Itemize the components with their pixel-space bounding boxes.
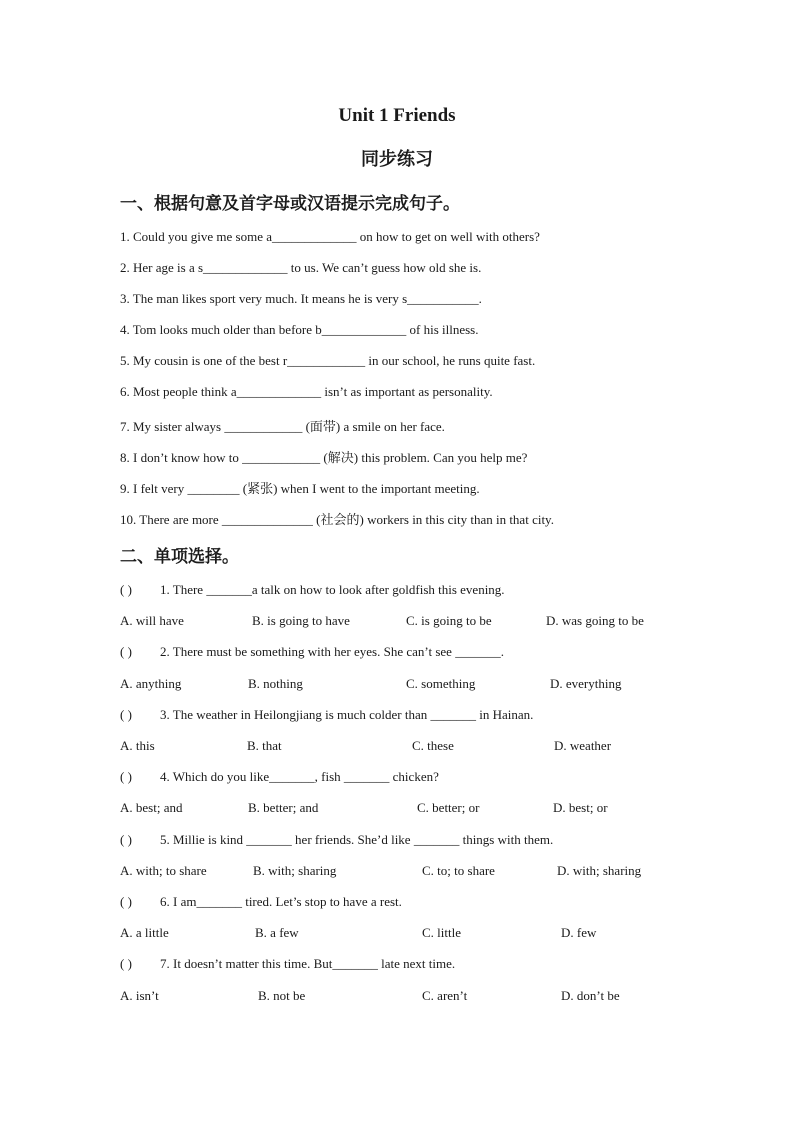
- option-a: A. a little: [120, 925, 169, 940]
- option-c: C. little: [422, 925, 461, 940]
- option-a: A. best; and: [120, 800, 183, 815]
- section-heading-fill-blanks: 一、根据句意及首字母或汉语提示完成句子。: [120, 194, 460, 214]
- question-text: 2. There must be something with her eyes. She can’t see _______.: [160, 644, 504, 659]
- fill-blank-item: 1. Could you give me some a_____________ on how to get on well with others?: [120, 229, 540, 244]
- option-b: B. better; and: [248, 800, 319, 815]
- option-b: B. nothing: [248, 676, 303, 691]
- fill-blank-item: 7. My sister always ____________ (面带) a smile on her face.: [120, 419, 445, 434]
- option-a: A. isn’t: [120, 988, 159, 1003]
- option-a: A. this: [120, 738, 155, 753]
- page-subtitle: 同步练习: [361, 149, 433, 170]
- fill-blank-item: 9. I felt very ________ (紧张) when I went to the important meeting.: [120, 481, 480, 496]
- fill-blank-item: 8. I don’t know how to ____________ (解决) this problem. Can you help me?: [120, 450, 528, 465]
- option-b: B. not be: [258, 988, 306, 1003]
- fill-blank-item: 4. Tom looks much older than before b_____________ of his illness.: [120, 322, 479, 337]
- option-c: C. better; or: [417, 800, 480, 815]
- page-title: Unit 1 Friends: [338, 105, 456, 126]
- fill-blank-item: 10. There are more ______________ (社会的) workers in this city than in that city.: [120, 512, 554, 527]
- option-b: B. with; sharing: [253, 863, 337, 878]
- question-text: 4. Which do you like_______, fish _______ chicken?: [160, 769, 439, 784]
- answer-paren: ( ): [120, 894, 132, 909]
- option-b: B. a few: [255, 925, 299, 940]
- option-a: A. anything: [120, 676, 182, 691]
- question-stem: [120, 894, 402, 910]
- option-a: A. will have: [120, 613, 184, 628]
- fill-blank-item: 3. The man likes sport very much. It means he is very s___________.: [120, 291, 482, 306]
- question-text: 6. I am_______ tired. Let’s stop to have a rest.: [160, 894, 402, 909]
- option-d: D. don’t be: [561, 988, 620, 1003]
- answer-paren: ( ): [120, 644, 132, 659]
- option-c: C. something: [406, 676, 476, 691]
- option-b: B. is going to have: [252, 613, 350, 628]
- answer-paren: ( ): [120, 582, 132, 597]
- question-text: 3. The weather in Heilongjiang is much colder than _______ in Hainan.: [160, 707, 534, 722]
- question-stem: [120, 832, 553, 848]
- fill-blank-item: 5. My cousin is one of the best r____________ in our school, he runs quite fast.: [120, 353, 536, 368]
- question-stem: [120, 644, 504, 660]
- question-text: 7. It doesn’t matter this time. But_______ late next time.: [160, 956, 456, 971]
- question-text: 1. There _______a talk on how to look after goldfish this evening.: [160, 582, 505, 597]
- answer-paren: ( ): [120, 956, 132, 971]
- option-b: B. that: [247, 738, 282, 753]
- option-c: C. aren’t: [422, 988, 468, 1003]
- question-text: 5. Millie is kind _______ her friends. She’d like _______ things with them.: [160, 832, 554, 847]
- question-stem: [120, 582, 505, 598]
- option-c: C. these: [412, 738, 454, 753]
- answer-paren: ( ): [120, 832, 132, 847]
- option-c: C. to; to share: [422, 863, 495, 878]
- question-stem: [120, 707, 533, 723]
- option-d: D. best; or: [553, 800, 608, 815]
- option-c: C. is going to be: [406, 613, 492, 628]
- option-a: A. with; to share: [120, 863, 207, 878]
- section-heading-multiple-choice: 二、单项选择。: [120, 547, 239, 567]
- option-d: D. with; sharing: [557, 863, 642, 878]
- option-d: D. few: [561, 925, 597, 940]
- answer-paren: ( ): [120, 707, 132, 722]
- question-stem: [120, 769, 439, 785]
- fill-blank-item: 2. Her age is a s_____________ to us. We can’t guess how old she is.: [120, 260, 482, 275]
- option-d: D. weather: [554, 738, 612, 753]
- option-d: D. was going to be: [546, 613, 644, 628]
- option-d: D. everything: [550, 676, 622, 691]
- fill-blank-item: 6. Most people think a_____________ isn’t as important as personality.: [120, 384, 493, 399]
- answer-paren: ( ): [120, 769, 132, 784]
- question-stem: [120, 956, 455, 972]
